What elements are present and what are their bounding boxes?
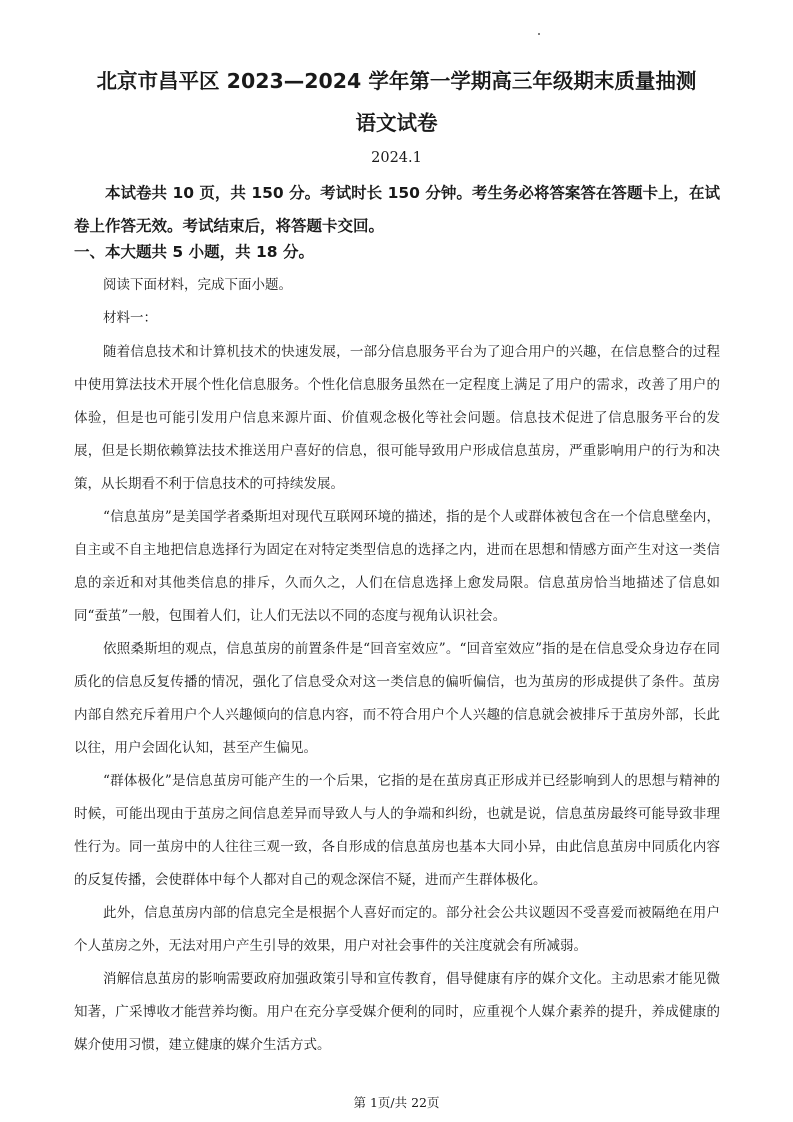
reading-instruction: 阅读下面材料，完成下面小题。 (103, 277, 292, 293)
scan-dot (538, 33, 540, 35)
paragraph: “群体极化”是信息茧房可能产生的一个后果，它指的是在茧房真正形成并已经影响到人的思想与精神的时候，可能出现由于茧房之间信息差异而导致人与人的争端和纠纷，也就是说，信息茧房最终可能导致非理性行为。同一茧房中的人往往三观一致，各自形成的信息茧房也基本大同小异，由此信息茧房中同质化内容的反复传播，会使群体中每个人都对自己的观念深信不疑，进而产生群体极化。 (74, 773, 720, 888)
paragraph: 消解信息茧房的影响需要政府加强政策引导和宣传教育，倡导健康有序的媒介文化。主动思索才能见微知著，广采博收才能营养均衡。用户在充分享受媒介便利的同时，应重视个人媒介素养的提升，养成健康的媒介使用习惯，建立健康的媒介生活方式。 (74, 971, 720, 1053)
exam-date: 2024.1 (371, 150, 422, 166)
exam-notice: 本试卷共 10 页，共 150 分。考试时长 150 分钟。考生务必将答案答在答题卡上，在试卷上作答无效。考试结束后，将答题卡交回。 (74, 184, 720, 235)
paragraph: 此外，信息茧房内部的信息完全是根据个人喜好而定的。部分社会公共议题因不受喜爱而被隔绝在用户个人茧房之外，无法对用户产生引导的效果，用户对社会事件的关注度就会有所减弱。 (74, 905, 720, 954)
paragraph: 随着信息技术和计算机技术的快速发展，一部分信息服务平台为了迎合用户的兴趣，在信息整合的过程中使用算法技术开展个性化信息服务。个性化信息服务虽然在一定程度上满足了用户的需求，改善了用户的体验，但是也可能引发用户信息来源片面、价值观念极化等社会问题。信息技术促进了信息服务平台的发展，但是长期依赖算法技术推送用户喜好的信息，很可能导致用户形成信息茧房，严重影响用户的行为和决策，从长期看不利于信息技术的可持续发展。 (74, 344, 720, 492)
exam-subject: 语文试卷 (355, 111, 438, 135)
page-number: 第 1页/共 22页 (353, 1095, 440, 1110)
material-label: 材料一： (103, 310, 157, 326)
material-text (74, 336, 720, 1062)
paragraph: 依照桑斯坦的观点，信息茧房的前置条件是“回音室效应”。“回音室效应”指的是在信息受众身边存在同质化的信息反复传播的情况，强化了信息受众对这一类信息的偏听偏信，也为茧房的形成提供了条件。茧房内部自然充斥着用户个人兴趣倾向的信息内容，而不符合用户个人兴趣的信息就会被排斥于茧房外部，长此以往，用户会固化认知，甚至产生偏见。 (74, 641, 720, 756)
exam-title: 北京市昌平区 2023—2024 学年第一学期高三年级期末质量抽测 (96, 69, 697, 93)
paragraph: “信息茧房”是美国学者桑斯坦对现代互联网环境的描述，指的是个人或群体被包含在一个信息壁垒内，自主或不自主地把信息选择行为固定在对特定类型信息的选择之内，进而在思想和情感方面产生对这一类信息的亲近和对其他类信息的排斥，久而久之，人们在信息选择上愈发局限。信息茧房恰当地描述了信息如同“蚕茧”一般，包围着人们，让人们无法以不同的态度与视角认识社会。 (74, 509, 720, 624)
section-heading: 一、本大题共 5 小题，共 18 分。 (74, 243, 314, 261)
